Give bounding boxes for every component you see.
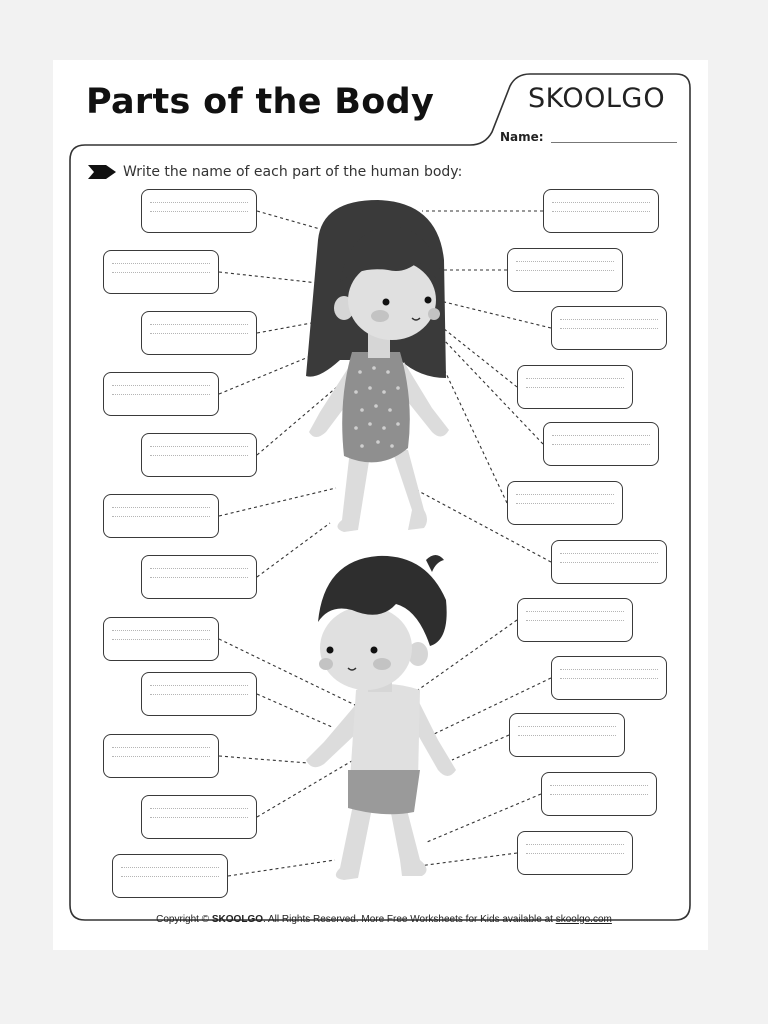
answer-box-boy-right-5[interactable] [517,831,633,875]
answer-box-girl-right-3[interactable] [551,306,667,350]
answer-box-boy-left-2[interactable] [141,672,257,716]
footer-text-start: Copyright © [156,914,212,925]
answer-box-boy-right-3[interactable] [509,713,625,757]
answer-box-boy-left-1[interactable] [103,617,219,661]
answer-box-girl-left-6[interactable] [103,494,219,538]
answer-box-girl-left-7[interactable] [141,555,257,599]
answer-box-boy-left-4[interactable] [141,795,257,839]
footer-brand: SKOOLGO [211,914,263,925]
name-label: Name: [500,130,544,144]
answer-box-boy-right-4[interactable] [541,772,657,816]
answer-box-boy-left-3[interactable] [103,734,219,778]
footer-website-link[interactable]: skoolgo.com [555,914,612,925]
copyright-footer [0,914,768,925]
answer-box-girl-right-5[interactable] [543,422,659,466]
answer-box-girl-right-2[interactable] [507,248,623,292]
answer-box-girl-left-3[interactable] [141,311,257,355]
answer-box-girl-left-1[interactable] [141,189,257,233]
logo-text-go: GO [621,83,666,114]
answer-box-boy-right-2[interactable] [551,656,667,700]
page-title: Parts of the Body [86,82,435,122]
answer-box-boy-left-5[interactable] [112,854,228,898]
answer-box-boy-right-1[interactable] [517,598,633,642]
answer-box-girl-right-4[interactable] [517,365,633,409]
answer-box-girl-left-5[interactable] [141,433,257,477]
instruction-text: Write the name of each part of the human body: [123,164,463,180]
answer-box-girl-right-6[interactable] [507,481,623,525]
answer-box-girl-left-4[interactable] [103,372,219,416]
footer-text-end: . All Rights Reserved. More Free Worksheets for Kids available at [263,914,556,925]
answer-box-girl-left-2[interactable] [103,250,219,294]
answer-box-girl-right-1[interactable] [543,189,659,233]
logo-text-skool: SKOOL [528,83,622,114]
answer-box-girl-right-7[interactable] [551,540,667,584]
